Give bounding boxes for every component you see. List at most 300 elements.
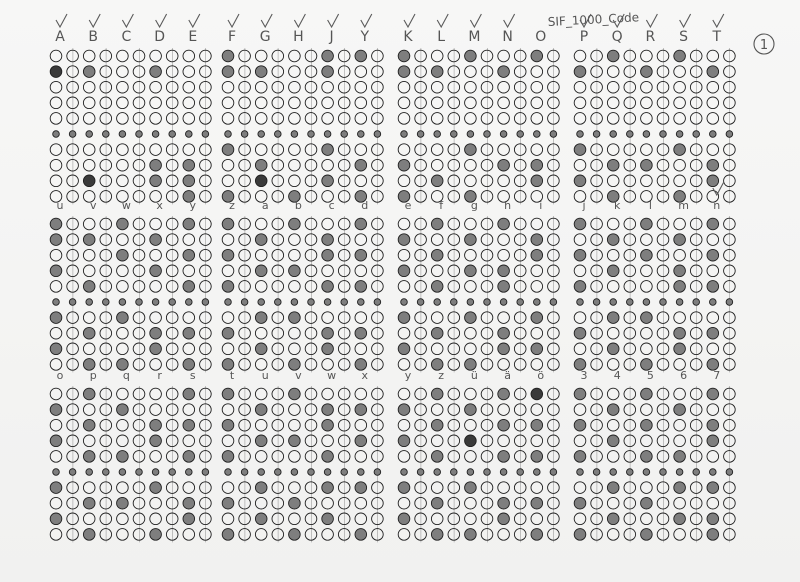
timing-dot: [467, 131, 474, 138]
filled-bubble: [355, 218, 367, 230]
empty-bubble: [531, 435, 543, 447]
filled-bubble: [674, 234, 686, 246]
filled-bubble: [150, 234, 162, 246]
filled-bubble: [289, 218, 301, 230]
bubble-block-8: [574, 182, 735, 372]
empty-bubble: [150, 451, 162, 463]
filled-bubble: [574, 249, 586, 261]
column-label: P: [579, 29, 589, 45]
timing-dot: [225, 469, 232, 476]
empty-bubble: [465, 113, 477, 125]
empty-bubble: [183, 343, 195, 355]
empty-bubble: [272, 281, 284, 293]
empty-bubble: [355, 451, 367, 463]
empty-bubble: [448, 175, 460, 187]
filled-bubble: [431, 281, 443, 293]
empty-bubble: [531, 97, 543, 109]
empty-bubble: [674, 218, 686, 230]
filled-bubble: [183, 175, 195, 187]
empty-bubble: [117, 281, 129, 293]
empty-bubble: [183, 66, 195, 78]
timing-dot: [53, 469, 60, 476]
empty-bubble: [255, 249, 267, 261]
filled-bubble: [83, 175, 95, 187]
empty-bubble: [431, 159, 443, 171]
empty-bubble: [591, 265, 603, 277]
empty-bubble: [591, 175, 603, 187]
column-label: y: [404, 369, 412, 382]
empty-bubble: [83, 113, 95, 125]
empty-bubble: [574, 404, 586, 416]
empty-bubble: [448, 265, 460, 277]
empty-bubble: [150, 97, 162, 109]
timing-dot: [152, 131, 159, 138]
filled-bubble: [707, 513, 719, 525]
empty-bubble: [355, 265, 367, 277]
filled-bubble: [150, 175, 162, 187]
empty-bubble: [607, 218, 619, 230]
empty-bubble: [322, 81, 334, 93]
empty-bubble: [183, 50, 195, 62]
timing-dot: [86, 469, 93, 476]
filled-bubble: [674, 144, 686, 156]
timing-dot: [693, 299, 700, 306]
filled-bubble: [322, 66, 334, 78]
timing-dot: [726, 469, 733, 476]
filled-bubble: [183, 419, 195, 431]
filled-bubble: [498, 281, 510, 293]
filled-bubble: [531, 175, 543, 187]
filled-bubble: [574, 327, 586, 339]
empty-bubble: [222, 175, 234, 187]
filled-bubble: [117, 312, 129, 324]
filled-bubble: [222, 144, 234, 156]
filled-bubble: [150, 265, 162, 277]
check-mark: [189, 14, 200, 27]
filled-bubble: [150, 435, 162, 447]
filled-bubble: [498, 218, 510, 230]
filled-bubble: [355, 281, 367, 293]
filled-bubble: [574, 451, 586, 463]
column-label: B: [88, 29, 99, 45]
column-label: 5: [646, 369, 654, 382]
timing-dot: [660, 299, 667, 306]
column-label: T: [712, 29, 722, 45]
timing-dot: [374, 469, 381, 476]
empty-bubble: [150, 388, 162, 400]
filled-bubble: [83, 327, 95, 339]
empty-bubble: [607, 388, 619, 400]
empty-bubble: [255, 451, 267, 463]
filled-bubble: [531, 451, 543, 463]
filled-bubble: [607, 312, 619, 324]
empty-bubble: [398, 175, 410, 187]
empty-bubble: [674, 388, 686, 400]
empty-bubble: [707, 50, 719, 62]
empty-bubble: [255, 144, 267, 156]
timing-dot: [693, 131, 700, 138]
empty-bubble: [707, 312, 719, 324]
empty-bubble: [222, 513, 234, 525]
filled-bubble: [222, 281, 234, 293]
filled-bubble: [398, 50, 410, 62]
empty-bubble: [591, 482, 603, 494]
filled-bubble: [289, 265, 301, 277]
empty-bubble: [272, 343, 284, 355]
empty-bubble: [272, 66, 284, 78]
filled-bubble: [498, 497, 510, 509]
column-label: r: [157, 369, 162, 382]
timing-dot: [119, 131, 126, 138]
timing-dot: [627, 469, 634, 476]
empty-bubble: [448, 529, 460, 541]
bubble-block-4: [574, 14, 735, 204]
filled-bubble: [498, 451, 510, 463]
filled-bubble: [355, 529, 367, 541]
filled-bubble: [607, 159, 619, 171]
empty-bubble: [67, 218, 79, 230]
empty-bubble: [591, 234, 603, 246]
empty-bubble: [591, 249, 603, 261]
filled-bubble: [222, 249, 234, 261]
empty-bubble: [255, 388, 267, 400]
empty-bubble: [183, 81, 195, 93]
empty-bubble: [150, 81, 162, 93]
empty-bubble: [355, 513, 367, 525]
filled-bubble: [255, 513, 267, 525]
empty-bubble: [607, 66, 619, 78]
empty-bubble: [591, 419, 603, 431]
column-label: L: [437, 29, 446, 45]
empty-bubble: [67, 175, 79, 187]
empty-bubble: [707, 81, 719, 93]
filled-bubble: [50, 66, 62, 78]
timing-dot: [550, 131, 557, 138]
filled-bubble: [222, 218, 234, 230]
filled-bubble: [674, 451, 686, 463]
empty-bubble: [117, 265, 129, 277]
empty-bubble: [117, 113, 129, 125]
filled-bubble: [574, 144, 586, 156]
empty-bubble: [83, 144, 95, 156]
empty-bubble: [498, 97, 510, 109]
column-label: o: [56, 369, 64, 382]
empty-bubble: [150, 218, 162, 230]
filled-bubble: [607, 404, 619, 416]
empty-bubble: [322, 388, 334, 400]
column-label: G: [259, 29, 271, 45]
filled-bubble: [674, 281, 686, 293]
empty-bubble: [448, 97, 460, 109]
empty-bubble: [289, 343, 301, 355]
timing-dot: [484, 299, 491, 306]
empty-bubble: [574, 50, 586, 62]
empty-bubble: [591, 159, 603, 171]
empty-bubble: [117, 529, 129, 541]
timing-dot: [710, 131, 717, 138]
column-label: u: [261, 369, 269, 382]
empty-bubble: [448, 419, 460, 431]
filled-bubble: [574, 66, 586, 78]
column-label: ä: [504, 369, 511, 382]
filled-bubble: [183, 388, 195, 400]
column-label: v: [89, 199, 97, 212]
empty-bubble: [591, 451, 603, 463]
timing-dot: [308, 299, 315, 306]
column-label: h: [504, 199, 512, 212]
empty-bubble: [83, 482, 95, 494]
timing-dot: [374, 299, 381, 306]
empty-bubble: [50, 50, 62, 62]
filled-bubble: [498, 419, 510, 431]
filled-bubble: [83, 234, 95, 246]
empty-bubble: [591, 529, 603, 541]
filled-bubble: [150, 419, 162, 431]
empty-bubble: [67, 50, 79, 62]
empty-bubble: [322, 529, 334, 541]
filled-bubble: [322, 281, 334, 293]
column-label: ü: [470, 369, 478, 382]
filled-bubble: [322, 404, 334, 416]
empty-bubble: [431, 435, 443, 447]
empty-bubble: [707, 144, 719, 156]
timing-dot: [225, 299, 232, 306]
check-mark: [404, 14, 415, 27]
empty-bubble: [83, 97, 95, 109]
filled-bubble: [255, 175, 267, 187]
empty-bubble: [448, 191, 460, 203]
timing-dot: [643, 469, 650, 476]
empty-bubble: [641, 281, 653, 293]
timing-dot: [610, 131, 617, 138]
filled-bubble: [222, 451, 234, 463]
timing-dot: [577, 299, 584, 306]
filled-bubble: [255, 66, 267, 78]
filled-bubble: [641, 66, 653, 78]
empty-bubble: [398, 497, 410, 509]
filled-bubble: [607, 343, 619, 355]
filled-bubble: [355, 435, 367, 447]
timing-dot: [577, 469, 584, 476]
empty-bubble: [574, 113, 586, 125]
empty-bubble: [255, 497, 267, 509]
empty-bubble: [67, 435, 79, 447]
filled-bubble: [83, 419, 95, 431]
empty-bubble: [83, 343, 95, 355]
bubble-block-7: [398, 199, 559, 372]
empty-bubble: [272, 191, 284, 203]
empty-bubble: [431, 265, 443, 277]
filled-bubble: [674, 265, 686, 277]
filled-bubble: [355, 482, 367, 494]
timing-dot: [186, 299, 193, 306]
timing-dot: [726, 131, 733, 138]
empty-bubble: [591, 404, 603, 416]
empty-bubble: [222, 97, 234, 109]
empty-bubble: [574, 159, 586, 171]
empty-bubble: [83, 404, 95, 416]
empty-bubble: [591, 281, 603, 293]
filled-bubble: [322, 482, 334, 494]
empty-bubble: [707, 97, 719, 109]
empty-bubble: [117, 66, 129, 78]
filled-bubble: [641, 388, 653, 400]
filled-bubble: [150, 66, 162, 78]
empty-bubble: [465, 451, 477, 463]
filled-bubble: [465, 312, 477, 324]
empty-bubble: [67, 451, 79, 463]
empty-bubble: [222, 404, 234, 416]
empty-bubble: [272, 497, 284, 509]
empty-bubble: [67, 529, 79, 541]
empty-bubble: [674, 66, 686, 78]
filled-bubble: [574, 218, 586, 230]
filled-bubble: [83, 281, 95, 293]
empty-bubble: [50, 497, 62, 509]
timing-dot: [69, 131, 76, 138]
empty-bubble: [531, 66, 543, 78]
empty-bubble: [150, 497, 162, 509]
empty-bubble: [591, 113, 603, 125]
empty-bubble: [448, 159, 460, 171]
timing-dot: [500, 299, 507, 306]
empty-bubble: [531, 144, 543, 156]
empty-bubble: [67, 66, 79, 78]
filled-bubble: [398, 404, 410, 416]
empty-bubble: [448, 513, 460, 525]
column-label: j: [582, 199, 586, 212]
empty-bubble: [255, 281, 267, 293]
filled-bubble: [674, 482, 686, 494]
column-label: J: [329, 29, 334, 45]
filled-bubble: [607, 265, 619, 277]
empty-bubble: [322, 312, 334, 324]
timing-dot: [69, 469, 76, 476]
timing-dot: [534, 131, 541, 138]
column-label: C: [121, 29, 132, 45]
empty-bubble: [674, 97, 686, 109]
column-label: v: [295, 369, 302, 382]
filled-bubble: [322, 419, 334, 431]
empty-bubble: [498, 175, 510, 187]
filled-bubble: [498, 159, 510, 171]
empty-bubble: [150, 281, 162, 293]
filled-bubble: [431, 388, 443, 400]
empty-bubble: [465, 343, 477, 355]
timing-dot: [451, 131, 458, 138]
empty-bubble: [50, 388, 62, 400]
column-label: u: [56, 199, 64, 212]
empty-bubble: [67, 234, 79, 246]
empty-bubble: [289, 404, 301, 416]
filled-bubble: [465, 144, 477, 156]
check-mark: [646, 14, 657, 27]
empty-bubble: [355, 234, 367, 246]
empty-bubble: [150, 50, 162, 62]
check-mark: [294, 14, 305, 27]
empty-bubble: [465, 175, 477, 187]
column-label: d: [361, 199, 369, 212]
empty-bubble: [431, 343, 443, 355]
column-label: p: [89, 369, 97, 382]
filled-bubble: [431, 218, 443, 230]
timing-dot: [500, 131, 507, 138]
filled-bubble: [531, 529, 543, 541]
timing-dot: [275, 299, 282, 306]
check-mark: [361, 14, 372, 27]
empty-bubble: [322, 265, 334, 277]
timing-dot: [152, 299, 159, 306]
filled-bubble: [531, 497, 543, 509]
bubble-block-12: [574, 369, 735, 542]
filled-bubble: [222, 529, 234, 541]
check-mark: [56, 14, 67, 27]
empty-bubble: [150, 404, 162, 416]
filled-bubble: [431, 419, 443, 431]
timing-dot: [169, 299, 176, 306]
column-label: k: [614, 199, 621, 212]
empty-bubble: [591, 81, 603, 93]
empty-bubble: [117, 97, 129, 109]
filled-bubble: [641, 451, 653, 463]
filled-bubble: [431, 497, 443, 509]
timing-dot: [275, 131, 282, 138]
empty-bubble: [591, 435, 603, 447]
timing-dot: [627, 131, 634, 138]
timing-dot: [241, 469, 248, 476]
column-label: H: [293, 29, 304, 45]
empty-bubble: [117, 388, 129, 400]
empty-bubble: [641, 343, 653, 355]
empty-bubble: [355, 113, 367, 125]
column-label: g: [470, 199, 478, 212]
filled-bubble: [707, 435, 719, 447]
timing-dot: [136, 131, 143, 138]
empty-bubble: [289, 175, 301, 187]
column-label: Y: [360, 29, 370, 45]
filled-bubble: [255, 234, 267, 246]
empty-bubble: [355, 343, 367, 355]
filled-bubble: [222, 50, 234, 62]
timing-dot: [534, 299, 541, 306]
filled-bubble: [322, 343, 334, 355]
column-label: F: [227, 29, 237, 45]
timing-dot: [710, 469, 717, 476]
empty-bubble: [398, 81, 410, 93]
timing-dot: [676, 131, 683, 138]
empty-bubble: [67, 343, 79, 355]
empty-bubble: [222, 159, 234, 171]
timing-dot: [53, 299, 60, 306]
empty-bubble: [272, 97, 284, 109]
empty-bubble: [607, 97, 619, 109]
timing-dot: [119, 469, 126, 476]
timing-dot: [417, 299, 424, 306]
empty-bubble: [150, 513, 162, 525]
column-label: t: [229, 369, 235, 382]
empty-bubble: [272, 218, 284, 230]
empty-bubble: [398, 249, 410, 261]
timing-dot: [401, 299, 408, 306]
empty-bubble: [531, 81, 543, 93]
column-label: s: [189, 369, 196, 382]
empty-bubble: [355, 144, 367, 156]
empty-bubble: [498, 144, 510, 156]
timing-dot: [341, 299, 348, 306]
column-label: O: [535, 29, 547, 45]
filled-bubble: [498, 388, 510, 400]
empty-bubble: [289, 97, 301, 109]
